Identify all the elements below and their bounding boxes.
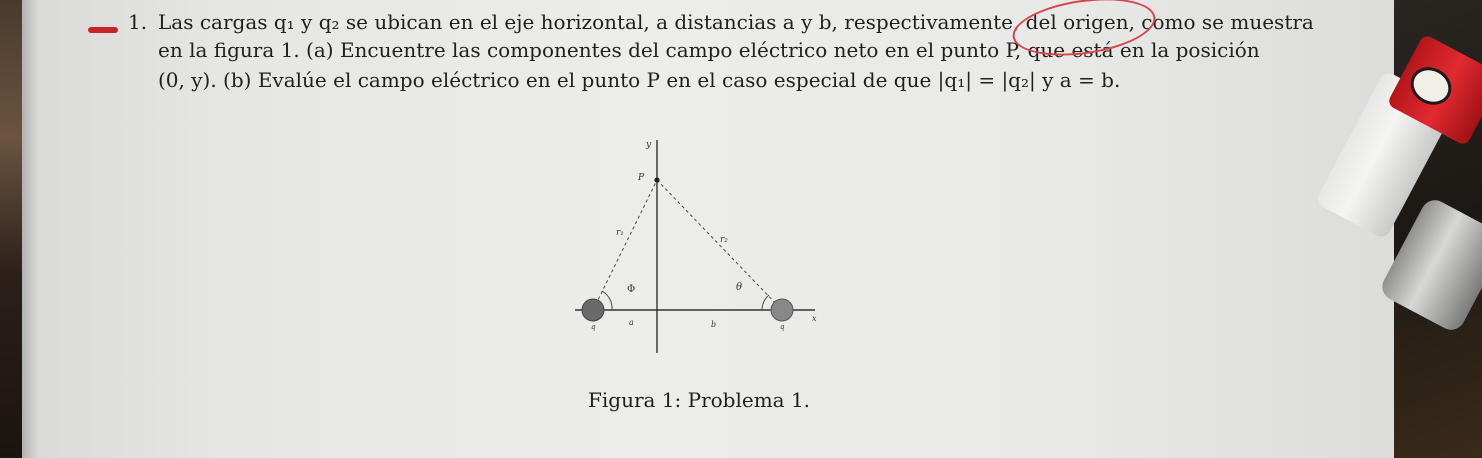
r1-line — [593, 180, 657, 310]
red-marker-dash — [88, 27, 118, 33]
figure-caption: Figura 1: Problema 1. — [588, 388, 811, 412]
theta-arc — [762, 295, 769, 310]
label-q-left: q — [591, 323, 596, 331]
label-b: b — [711, 320, 717, 329]
label-phi: Φ — [627, 284, 636, 295]
label-p: P — [638, 173, 645, 183]
label-a: a — [629, 318, 634, 327]
r2-line — [657, 180, 782, 310]
point-p — [654, 177, 659, 182]
label-q-right: q — [780, 323, 785, 331]
problem-number: 1. — [128, 10, 148, 34]
figure-diagram — [560, 125, 830, 365]
problem-line-3: (0, y). (b) Evalúe el campo eléctrico en el punto P en el caso especial de que |q₁| = |q₂| y a = b. — [158, 68, 1121, 92]
paper-edge-shadow — [22, 0, 38, 458]
label-r1: r₁ — [616, 228, 624, 238]
problem-line-1: Las cargas q₁ y q₂ se ubican en el eje horizontal, a distancias a y b, respectivamente, del origen, como se muestra — [158, 10, 1314, 34]
label-y: y — [646, 140, 652, 150]
label-theta: θ — [736, 282, 743, 293]
charge-q1 — [582, 299, 604, 321]
problem-line-2: en la figura 1. (a) Encuentre las componentes del campo eléctrico neto en el punto P, que está en la posición — [158, 38, 1260, 62]
label-x: x — [812, 314, 817, 323]
charge-q2 — [771, 299, 793, 321]
label-r2: r₂ — [720, 235, 728, 245]
